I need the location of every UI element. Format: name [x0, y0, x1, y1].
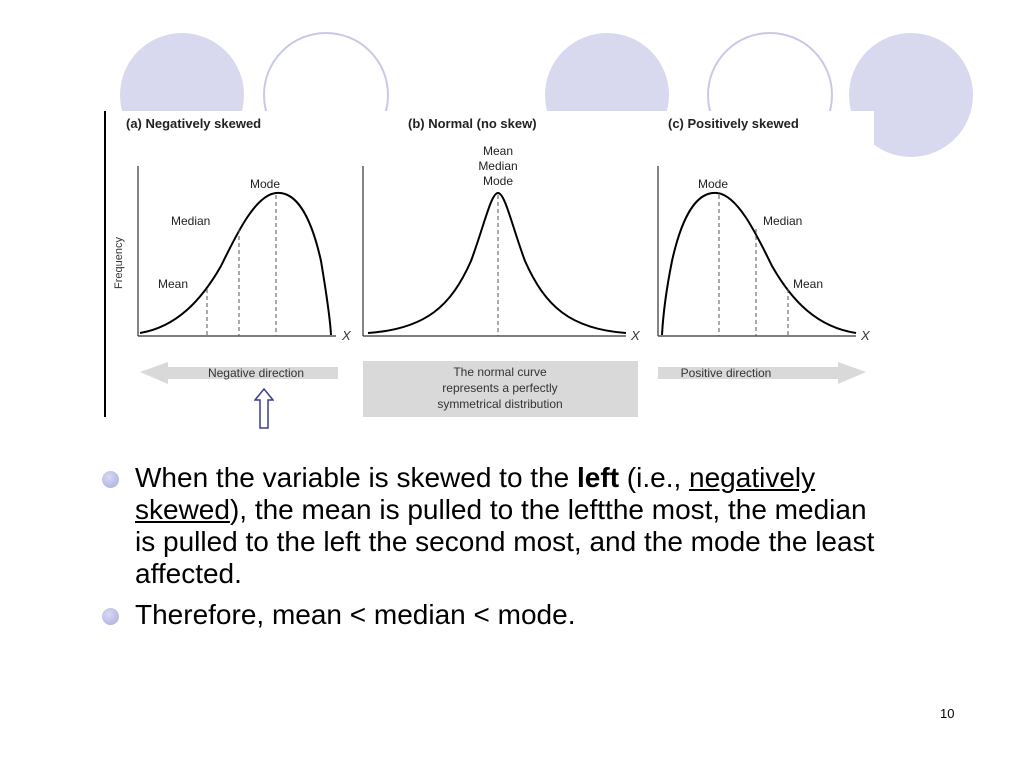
positive-direction-label: Positive direction: [680, 366, 772, 380]
normal-caption-line2: represents a perfectly: [442, 381, 558, 395]
skewness-diagram: [106, 111, 874, 417]
mode-label: Mode: [250, 177, 281, 191]
normal-curve: [368, 193, 626, 333]
mean-label: Mean: [793, 277, 824, 291]
bullet-list: [102, 462, 882, 640]
normal-caption-line1: The normal curve: [453, 365, 547, 379]
normal-caption-line3: symmetrical distribution: [437, 397, 563, 411]
page-number: 10: [940, 706, 955, 721]
negative-skew-curve: [140, 193, 331, 335]
panel-b-x-label: X: [631, 328, 640, 343]
median-label: Median: [171, 214, 211, 228]
bullet-text-1c: ), the mean is pulled to the leftthe most, the median is pulled to the left the second most, and the mode the least affected.: [135, 494, 875, 589]
mean-label: Mean: [482, 144, 514, 158]
panel-c-x-label: X: [861, 328, 870, 343]
mean-label: Mean: [158, 277, 189, 291]
up-arrow-icon: [254, 388, 274, 430]
frequency-axis-label: Frequency: [113, 237, 125, 289]
bullet-text-2: Therefore, mean < median < mode.: [135, 599, 576, 630]
bullet-item: [102, 599, 882, 631]
median-label: Median: [478, 159, 518, 173]
skewness-figure: [104, 111, 874, 417]
mode-label: Mode: [698, 177, 729, 191]
bullet-underline: negatively skewed: [135, 462, 816, 525]
panel-b-title: (b) Normal (no skew): [408, 116, 537, 131]
bullet-text-1b: (i.e.,: [619, 462, 690, 493]
positive-skew-curve: [662, 193, 856, 335]
panel-a-title: (a) Negatively skewed: [126, 116, 262, 131]
bullet-dot-icon: [102, 471, 119, 488]
panel-c-title: (c) Positively skewed: [668, 116, 799, 131]
bullet-item: [102, 462, 882, 590]
bullet-bold-left: left: [577, 462, 620, 493]
panel-a-x-label: X: [342, 328, 351, 343]
mode-label: Mode: [482, 174, 514, 188]
negative-direction-label: Negative direction: [207, 366, 305, 380]
bullet-text-1a: When the variable is skewed to the: [135, 462, 578, 493]
bullet-dot-icon: [102, 608, 119, 625]
median-label: Median: [763, 214, 803, 228]
